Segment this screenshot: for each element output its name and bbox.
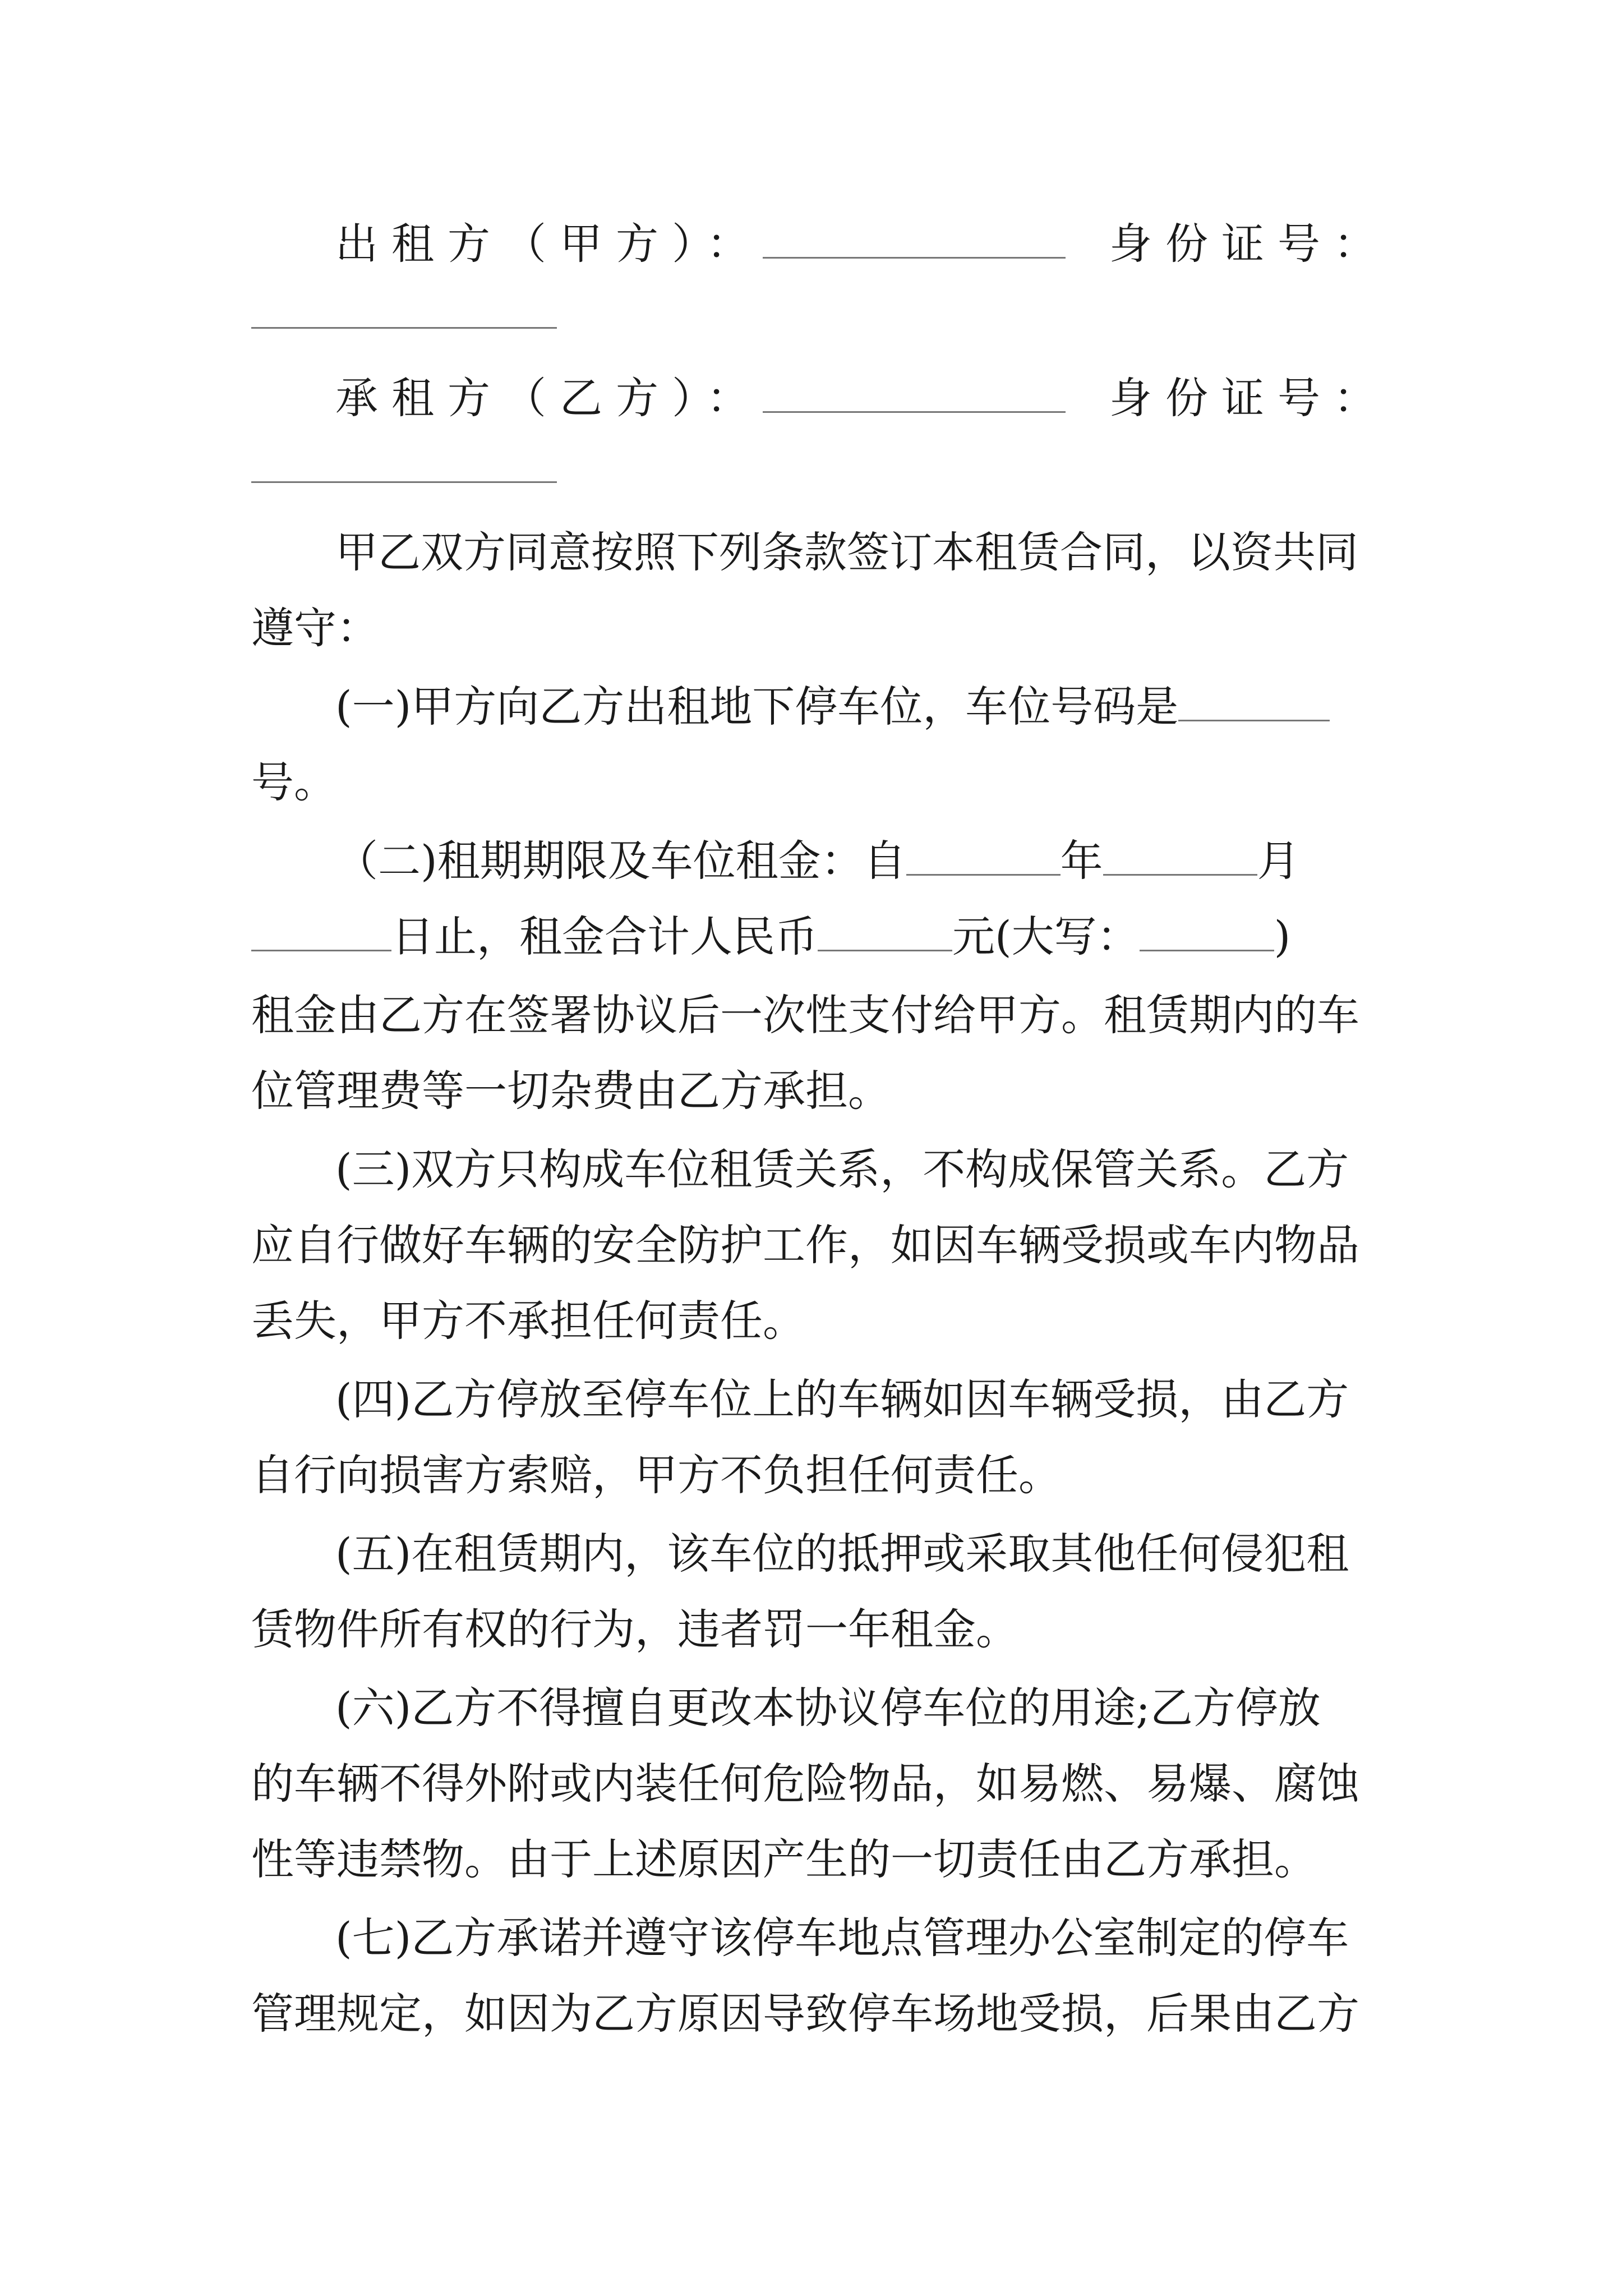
year-blank[interactable] xyxy=(906,835,1061,876)
lessor-line xyxy=(251,216,1474,272)
clause-1-line-1 xyxy=(251,679,1474,735)
lessor-label: 出租方（甲方）： xyxy=(335,219,763,269)
close-paren: ) xyxy=(1274,912,1291,961)
clause-2-line-1 xyxy=(251,833,1474,889)
clause-5-line-2: 赁物件所有权的行为，违者罚一年租金。 xyxy=(251,1604,1018,1654)
lessee-id-blank[interactable] xyxy=(251,442,557,483)
lessee-id-line xyxy=(251,440,1390,496)
day-blank[interactable] xyxy=(251,910,391,951)
month-blank[interactable] xyxy=(1103,835,1257,876)
lessor-id-label: 身份证号： xyxy=(1109,219,1390,269)
lessee-line xyxy=(251,370,1474,426)
month-label: 月 xyxy=(1257,836,1300,886)
lessor-id-blank[interactable] xyxy=(251,288,557,329)
clause-7-line-2: 管理规定，如因为乙方原因导致停车场地受损，后果由乙方 xyxy=(251,1989,1359,2039)
space-number-blank[interactable] xyxy=(1178,680,1330,721)
amount-words-blank[interactable] xyxy=(1140,910,1274,951)
clause-6-line-3: 性等违禁物。由于上述原因产生的一切责任由乙方承担。 xyxy=(251,1834,1317,1884)
clause-3-line-2: 应自行做好车辆的安全防护工作，如因车辆受损或车内物品 xyxy=(251,1220,1359,1270)
lessee-name-blank[interactable] xyxy=(763,372,1066,413)
clause-3-line-1: (三)双方只构成车位租赁关系，不构成保管关系。乙方 xyxy=(335,1144,1349,1194)
clause-2-line-2 xyxy=(251,909,1390,965)
clause-4-line-2: 自行向损害方索赔，甲方不负担任何责任。 xyxy=(251,1450,1061,1500)
clause-3-line-3: 丢失，甲方不承担任何责任。 xyxy=(251,1296,805,1346)
lessor-name-blank[interactable] xyxy=(763,218,1066,259)
clause-7-line-1: (七)乙方承诺并遵守该停车地点管理办公室制定的停车 xyxy=(335,1913,1349,1963)
clause-2-line-4: 位管理费等一切杂费由乙方承担。 xyxy=(251,1066,891,1116)
clause-5-line-1: (五)在租赁期内，该车位的抵押或采取其他任何侵犯租 xyxy=(335,1529,1349,1579)
clause-1-text: (一)甲方向乙方出租地下停车位，车位号码是 xyxy=(335,682,1179,731)
lessee-id-label: 身份证号： xyxy=(1109,373,1390,423)
clause-4-line-1: (四)乙方停放至停车位上的车辆如因车辆受损，由乙方 xyxy=(335,1374,1349,1424)
clause-6-line-1: (六)乙方不得擅自更改本协议停车位的用途;乙方停放 xyxy=(335,1683,1321,1733)
lessee-label: 承租方（乙方）： xyxy=(335,373,763,423)
yuan-label: 元(大写： xyxy=(952,912,1140,961)
clause-2-text-a: （二)租期期限及车位租金：自 xyxy=(335,836,906,886)
lessor-id-line xyxy=(251,286,1390,342)
preamble-line-1: 甲乙双方同意按照下列条款签订本租赁合同，以资共同 xyxy=(335,527,1358,577)
preamble-line-2: 遵守： xyxy=(251,603,379,653)
clause-2-text-b: 日止，租金合计人民币 xyxy=(391,912,818,961)
clause-2-line-3: 租金由乙方在签署协议后一次性支付给甲方。租赁期内的车 xyxy=(251,990,1359,1040)
clause-1-line-2: 号。 xyxy=(251,757,336,807)
year-label: 年 xyxy=(1060,836,1103,886)
amount-blank[interactable] xyxy=(818,910,952,951)
clause-6-line-2: 的车辆不得外附或内装任何危险物品，如易燃、易爆、腐蚀 xyxy=(251,1759,1359,1809)
